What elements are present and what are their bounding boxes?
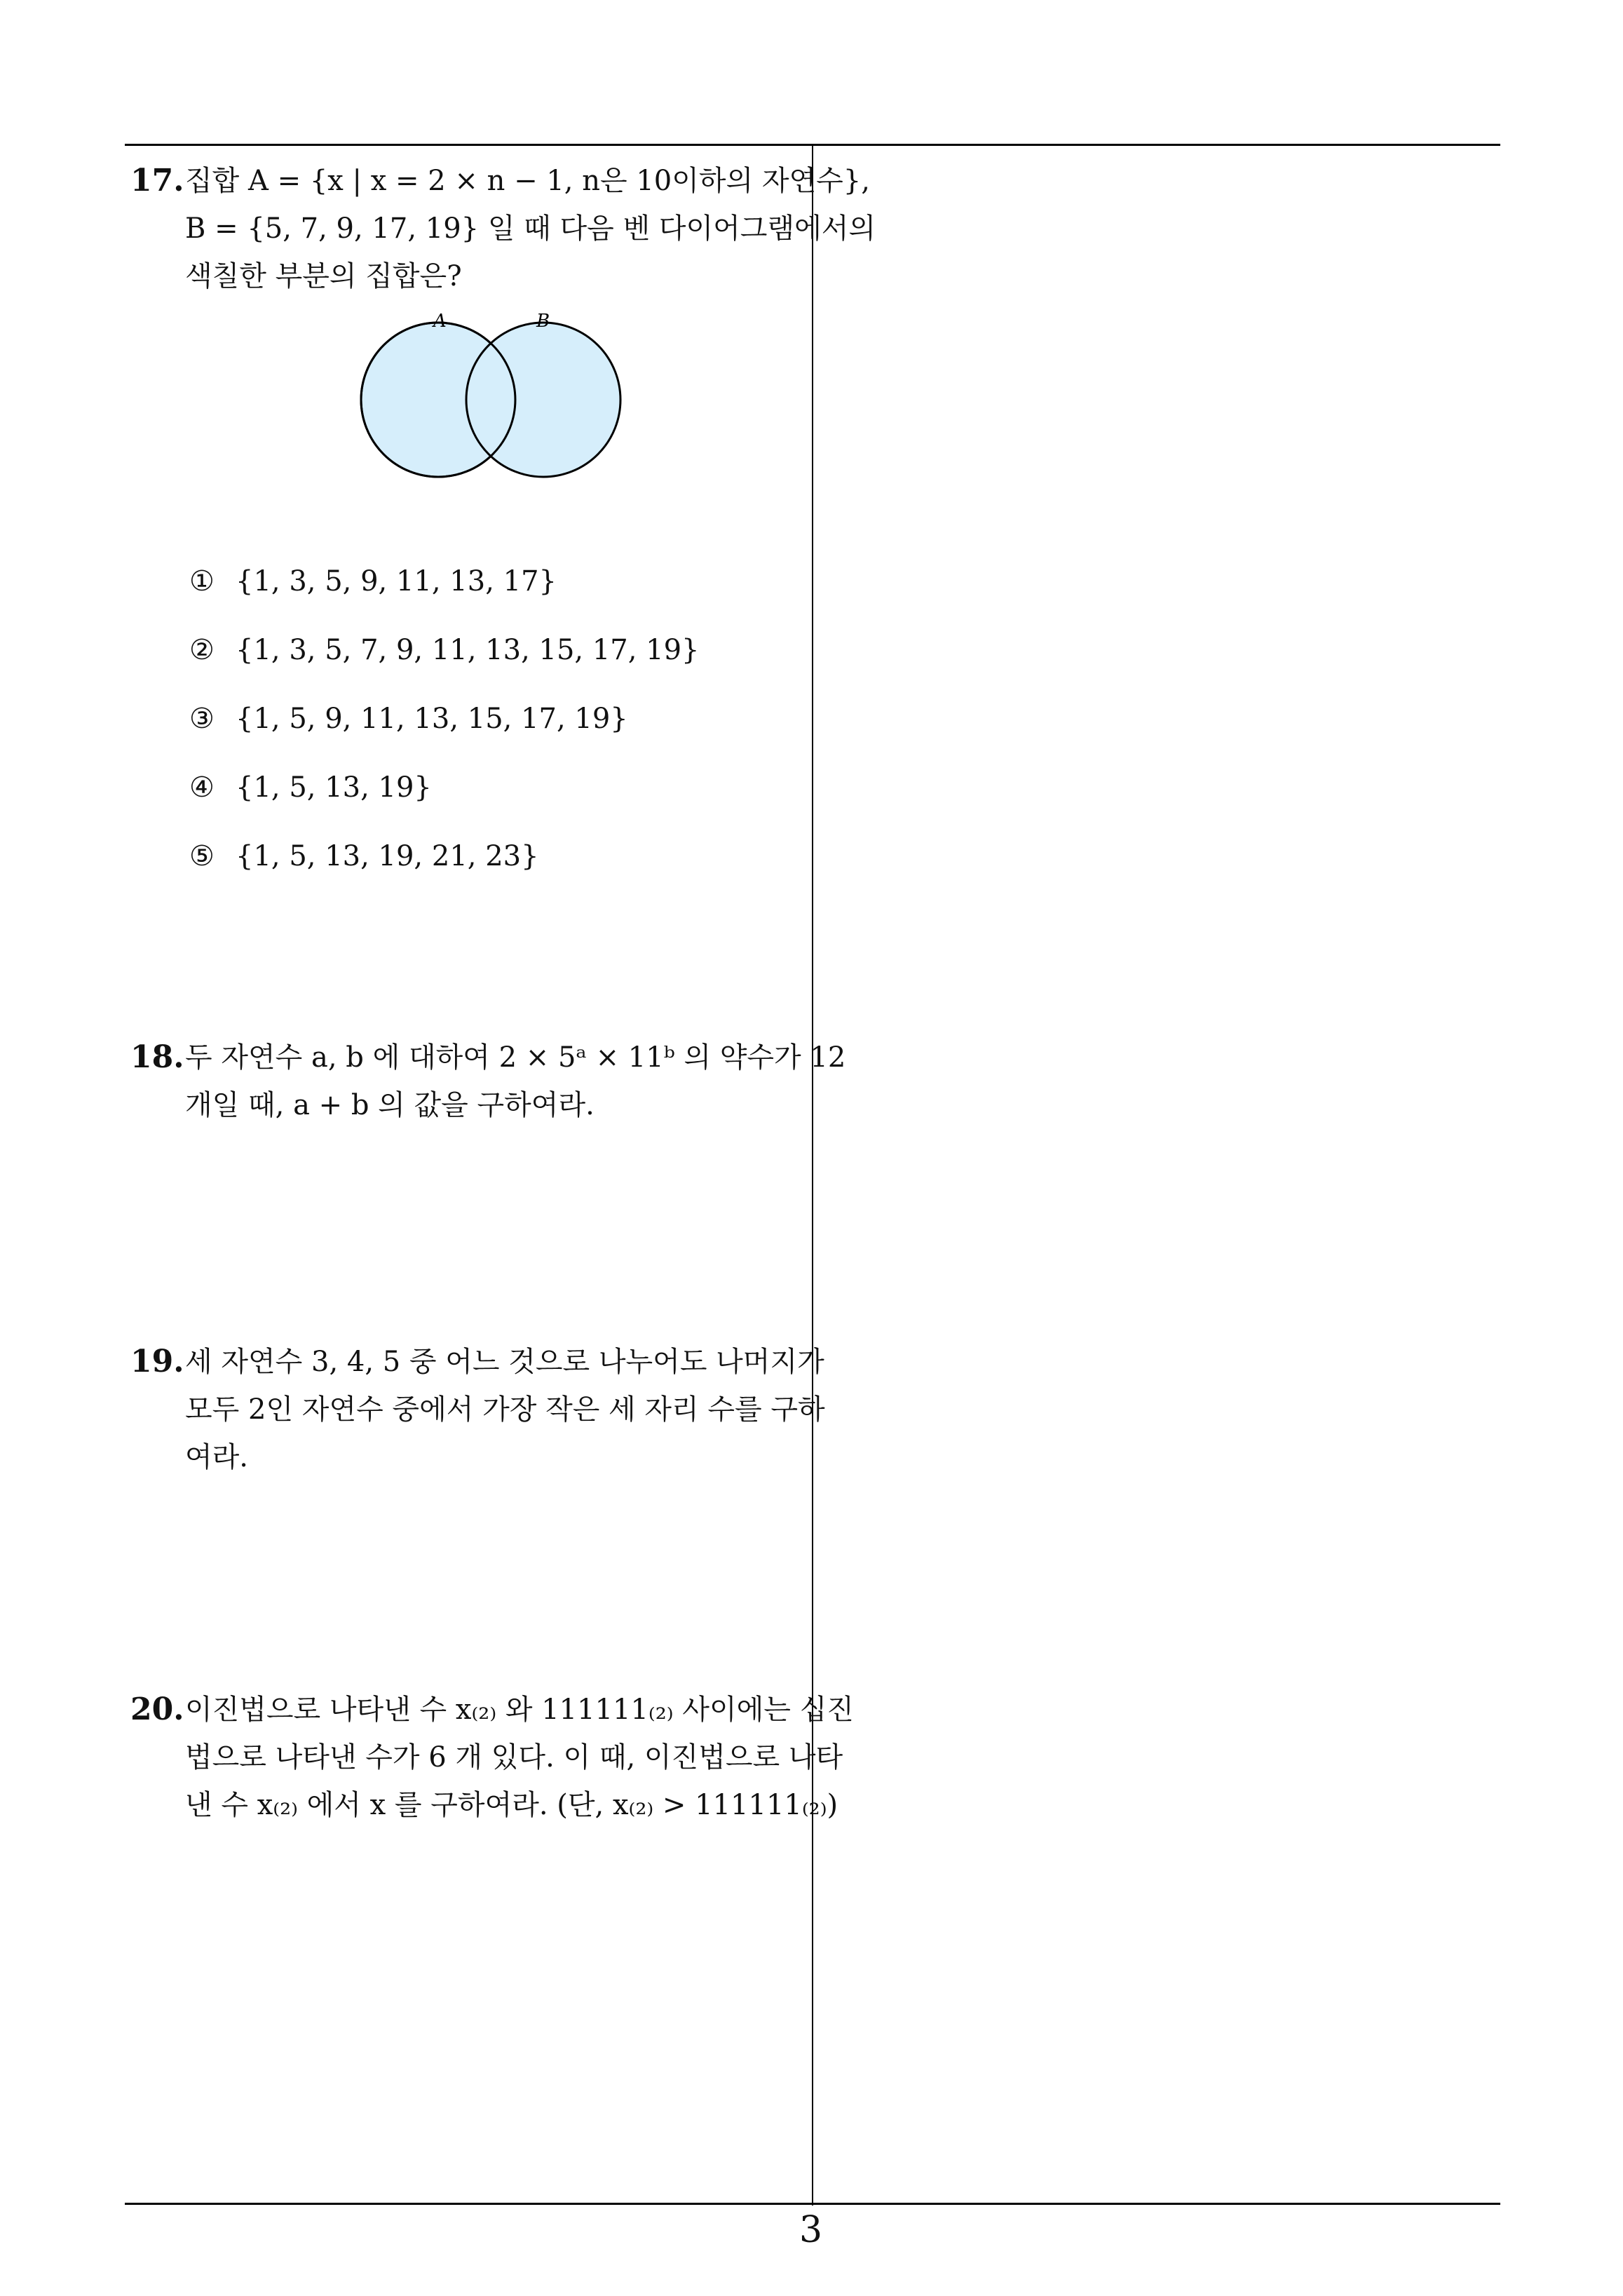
choice-5[interactable] (189, 840, 539, 872)
bottom-rule (125, 2203, 1500, 2205)
choice-text: {1, 5, 13, 19} (236, 771, 432, 804)
choice-text: {1, 5, 13, 19, 21, 23} (236, 840, 539, 872)
question-number: 18. (130, 1039, 184, 1075)
choice-mark: ① (189, 565, 215, 597)
question-number: 20. (130, 1691, 184, 1727)
question-number: 19. (130, 1344, 184, 1379)
question-text-line: 이진법으로 나타낸 수 x₍₂₎ 와 111111₍₂₎ 사이에는 십진 (185, 1694, 854, 1726)
column-divider (812, 144, 813, 2206)
choice-text: {1, 3, 5, 7, 9, 11, 13, 15, 17, 19} (236, 634, 700, 666)
question-text-line: 집합 A = {x | x = 2 × n − 1, n은 10이하의 자연수}, (185, 165, 870, 197)
choice-1[interactable] (189, 565, 557, 597)
choice-text: {1, 5, 9, 11, 13, 15, 17, 19} (236, 703, 628, 735)
choice-mark: ⑤ (189, 840, 215, 872)
question-text-line: 낸 수 x₍₂₎ 에서 x 를 구하여라. (단, x₍₂₎ > 111111₍₂₎) (185, 1789, 838, 1821)
question-text-line: 두 자연수 a, b 에 대하여 2 × 5ᵃ × 11ᵇ 의 약수가 12 (185, 1041, 846, 1074)
question-text-line: 모두 2인 자연수 중에서 가장 작은 세 자리 수를 구하 (185, 1393, 825, 1426)
choice-mark: ② (189, 634, 215, 666)
venn-diagram (351, 309, 631, 491)
choice-text: {1, 3, 5, 9, 11, 13, 17} (236, 565, 557, 597)
question-text-line: 법으로 나타낸 수가 6 개 있다. 이 때, 이진법으로 나타 (185, 1741, 843, 1774)
venn-circle-b (466, 323, 620, 477)
choice-mark: ③ (189, 703, 215, 735)
venn-label-b: B (536, 311, 550, 332)
question-text-line: 색칠한 부분의 집합은? (185, 260, 462, 292)
question-text-line: 여라. (185, 1441, 248, 1473)
choice-4[interactable] (189, 771, 432, 804)
question-text-line: 개일 때, a + b 의 값을 구하여라. (185, 1089, 595, 1121)
question-text-line: 세 자연수 3, 4, 5 중 어느 것으로 나누어도 나머지가 (185, 1346, 824, 1378)
choice-mark: ④ (189, 771, 215, 804)
choice-2[interactable] (189, 634, 700, 666)
choice-3[interactable] (189, 703, 628, 735)
question-number: 17. (130, 163, 184, 198)
question-text-line: B = {5, 7, 9, 17, 19} 일 때 다음 벤 다이어그램에서의 (185, 212, 876, 245)
page-number: 3 (799, 2209, 823, 2251)
venn-label-a: A (433, 311, 447, 332)
